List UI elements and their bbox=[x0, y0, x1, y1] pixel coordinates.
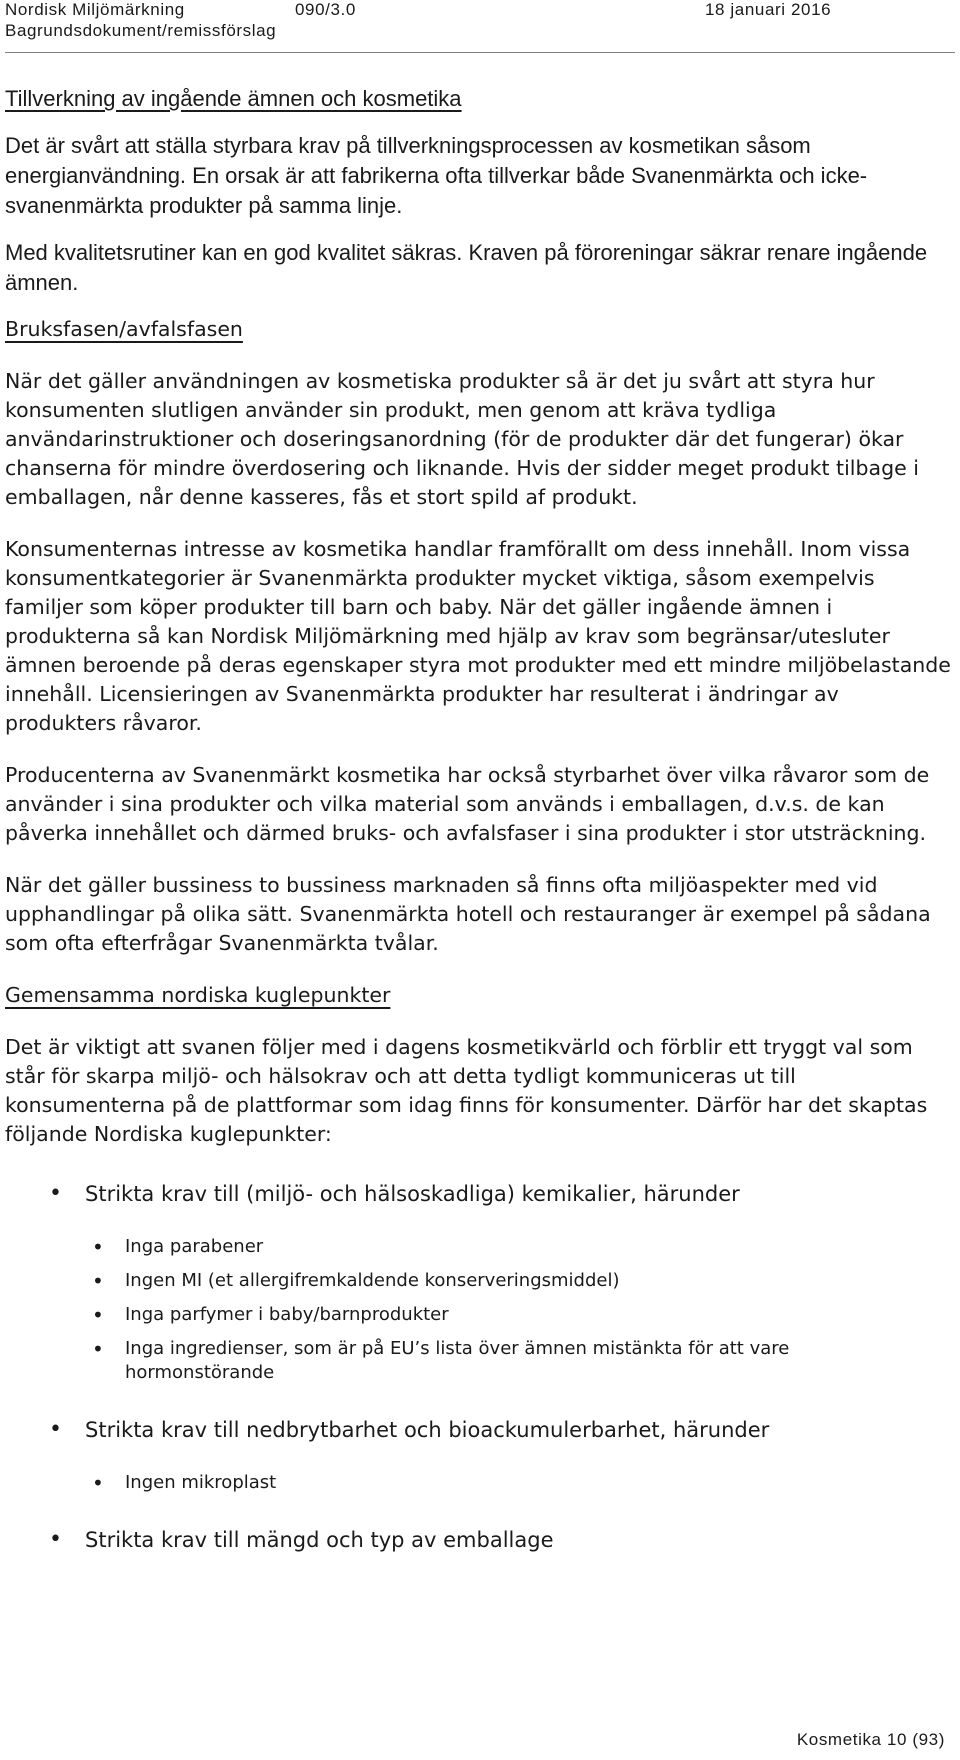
sub-list-item bbox=[80, 1269, 905, 1293]
header-date: 18 januari 2016 bbox=[705, 0, 832, 19]
header-organization: Nordisk Miljömärkning bbox=[5, 0, 185, 19]
sub-list-item-text: Ingen mikroplast bbox=[125, 1472, 277, 1493]
paragraph: När det gäller användningen av kosmetiska produkter så är det ju svårt att styra hur konsumenten slutligen använder sin produkt, men genom att kräva tydliga användarinstruktioner och doseringsanordning (för de produkter där det fungerar) ökar chanserna för mindre överdosering och liknande. Hvis der sidder meget produkt tilbage i emballagen, når denne kasseres, fås et stort spild af produkt. bbox=[5, 369, 919, 509]
sub-list-item bbox=[80, 1337, 905, 1385]
bullet-icon: • bbox=[92, 1269, 104, 1293]
list-item bbox=[5, 1179, 955, 1385]
list-item bbox=[5, 1415, 955, 1495]
paragraph: Producenterna av Svanenmärkt kosmetika har också styrbarhet över vilka råvaror som de använder i sina produkter och vilka material som används i emballagen, d.v.s. de kan påverka innehållet och därmed bruks- och avfalsfaser i sina produkter i stor utsträckning. bbox=[5, 763, 930, 845]
header-divider bbox=[5, 52, 955, 53]
bullet-icon: • bbox=[92, 1471, 104, 1495]
bullet-icon: • bbox=[92, 1337, 104, 1361]
section-heading-use-phase: Bruksfasen/avfalsfasen bbox=[5, 317, 243, 341]
section-heading-nordic-points: Gemensamma nordiska kuglepunkter bbox=[5, 983, 391, 1007]
paragraph: Med kvalitetsrutiner kan en god kvalitet säkras. Kraven på föroreningar säkrar renare ingående ämnen. bbox=[5, 240, 928, 295]
document-body bbox=[5, 84, 955, 1555]
paragraph: När det gäller bussiness to bussiness marknaden så finns ofta miljöaspekter med vid upphandlingar på olika sätt. Svanenmärkta hotell och restauranger är exempel på sådana som ofta efterfrågar Svanenmärkta tvålar. bbox=[5, 873, 931, 955]
bullet-icon: • bbox=[49, 1527, 62, 1552]
bullet-icon: • bbox=[49, 1417, 62, 1442]
bullet-list bbox=[5, 1179, 955, 1555]
sub-list-item-text: Ingen MI (et allergifremkaldende konserveringsmiddel) bbox=[125, 1270, 620, 1291]
paragraph: Det är viktigt att svanen följer med i dagens kosmetikvärld och förblir ett tryggt val som står för skarpa miljö- och hälsokrav och att detta tydligt kommuniceras ut till konsumenterna på de plattformar som idag finns för konsumenter. Därför har det skaptas följande Nordiska kuglepunkter: bbox=[5, 1035, 928, 1146]
list-item bbox=[5, 1525, 955, 1555]
section-nordic-points bbox=[5, 981, 955, 1555]
page-footer: Kosmetika 10 (93) bbox=[796, 1730, 945, 1749]
section-manufacturing bbox=[5, 84, 955, 298]
sub-list-item bbox=[80, 1471, 905, 1495]
bullet-icon: • bbox=[49, 1181, 62, 1206]
sub-list-item bbox=[80, 1303, 905, 1327]
bullet-icon: • bbox=[92, 1235, 104, 1259]
section-use-phase bbox=[5, 315, 955, 958]
paragraph: Det är svårt att ställa styrbara krav på tillverkningsprocessen av kosmetikan såsom energianvändning. En orsak är att fabrikerna ofta tillverkar både Svanenmärkta och icke-svanenmärkta produkter på samma linje. bbox=[5, 133, 868, 218]
section-heading-manufacturing: Tillverkning av ingående ämnen och kosmetika bbox=[5, 86, 462, 111]
sub-list-item-text: Inga parfymer i baby/barnprodukter bbox=[125, 1304, 449, 1325]
header-row bbox=[5, 0, 955, 20]
sub-list-item-text: Inga ingredienser, som är på EU’s lista över ämnen mistänkta för att vare hormonstörande bbox=[125, 1338, 790, 1383]
sub-bullet-list bbox=[85, 1235, 955, 1385]
paragraph: Konsumenternas intresse av kosmetika handlar framförallt om dess innehåll. Inom vissa konsumentkategorier är Svanenmärkta produkter mycket viktiga, såsom exempelvis familjer som köper produkter till barn och baby. När det gäller ingående ämnen i produkterna så kan Nordisk Miljömärkning med hjälp av krav som begränsar/utesluter ämnen beroende på deras egenskaper styra mot produkter med ett mindre miljöbelastande innehåll. Licensieringen av Svanenmärkta produkter har resulterat i ändringar av produkters råvaror. bbox=[5, 537, 951, 735]
header-subtitle: Bagrundsdokument/remissförslag bbox=[5, 21, 277, 40]
page-header bbox=[5, 0, 955, 53]
list-item-text: Strikta krav till mängd och typ av emballage bbox=[85, 1528, 554, 1552]
bullet-icon: • bbox=[92, 1303, 104, 1327]
sub-list-item bbox=[80, 1235, 905, 1259]
sub-bullet-list bbox=[85, 1471, 955, 1495]
sub-list-item-text: Inga parabener bbox=[125, 1236, 264, 1257]
list-item-text: Strikta krav till (miljö- och hälsoskadliga) kemikalier, härunder bbox=[85, 1182, 740, 1206]
list-item-text: Strikta krav till nedbrytbarhet och bioackumulerbarhet, härunder bbox=[85, 1418, 770, 1442]
header-version: 090/3.0 bbox=[295, 0, 356, 19]
